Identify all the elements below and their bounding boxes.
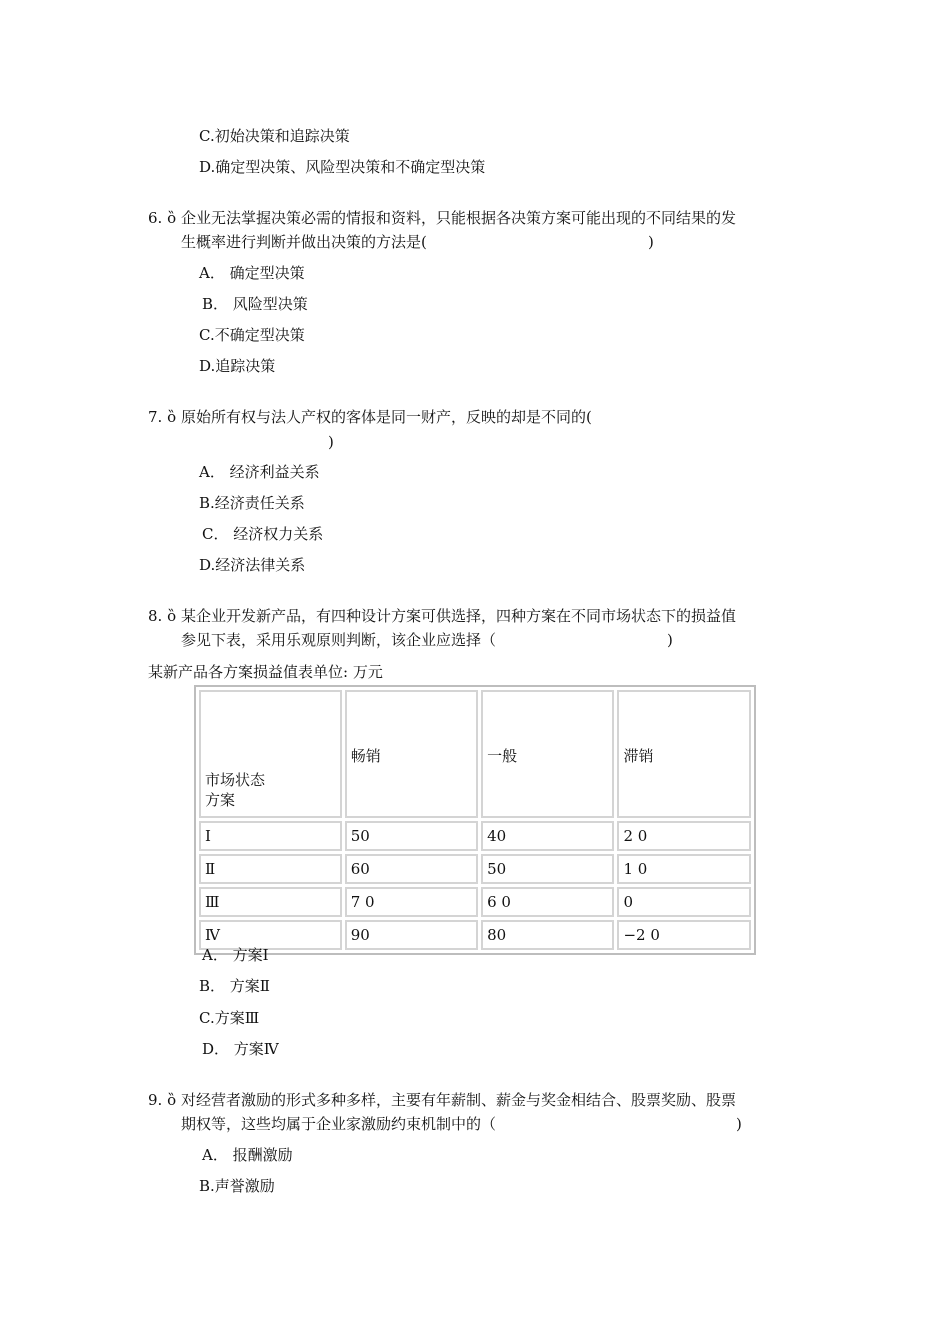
value-cell: 40	[481, 821, 614, 851]
plan-cell: Ⅳ	[199, 920, 342, 950]
q7-option-b: B.经济责任关系	[199, 494, 305, 512]
q6-option-c: C.不确定型决策	[199, 326, 305, 344]
q7-number: 7. ȍ	[148, 408, 177, 426]
table-corner-cell	[199, 690, 342, 818]
plan-cell: Ⅰ	[199, 821, 342, 851]
corner-market-state: 市场状态	[205, 771, 266, 789]
q8-number: 8. ȍ	[148, 607, 177, 625]
value-cell: 90	[345, 920, 478, 950]
value-cell: 50	[345, 821, 478, 851]
value-cell: 0	[617, 887, 751, 917]
q7-stem-line1: 原始所有权与法人产权的客体是同一财产，反映的却是不同的(	[181, 408, 592, 426]
q6-stem-line2: 生概率进行判断并做出决策的方法是(	[181, 233, 427, 251]
value-cell: 1 0	[617, 854, 751, 884]
payoff-table	[194, 685, 756, 955]
table-row	[199, 920, 751, 950]
q7-option-d: D.经济法律关系	[199, 556, 306, 574]
q6-answer-blank: )	[648, 233, 654, 251]
q9-option-b: B.声誉激励	[199, 1177, 275, 1195]
q7-answer-blank: )	[328, 433, 334, 451]
q9-option-a: A． 报酬激励	[202, 1146, 293, 1164]
q8-option-b: B． 方案Ⅱ	[199, 977, 270, 995]
table-row	[199, 821, 751, 851]
q8-stem-line2: 参见下表，采用乐观原则判断，该企业应选择（	[181, 631, 497, 649]
q7-option-a: A． 经济利益关系	[199, 463, 320, 481]
q8-stem-line1: 某企业开发新产品，有四种设计方案可供选择，四种方案在不同市场状态下的损益值	[181, 607, 737, 625]
plan-cell: Ⅲ	[199, 887, 342, 917]
q6-option-d: D.追踪决策	[199, 357, 276, 375]
table-row	[199, 887, 751, 917]
table-caption: 某新产品各方案损益值表单位: 万元	[148, 663, 383, 681]
q6-number: 6. ȍ	[148, 209, 177, 227]
header-cell: 畅销	[345, 690, 478, 818]
value-cell: 50	[481, 854, 614, 884]
header-cell: 一般	[481, 690, 614, 818]
q9-number: 9. ȍ	[148, 1091, 177, 1109]
header-cell: 滞销	[617, 690, 751, 818]
q5-option-d: D.确定型决策、风险型决策和不确定型决策	[199, 158, 486, 176]
q8-answer-blank: )	[667, 631, 673, 649]
table-header-row	[199, 690, 751, 818]
q8-option-d: D． 方案Ⅳ	[202, 1040, 279, 1058]
q7-option-c: C． 经济权力关系	[202, 525, 324, 543]
q5-option-c: C.初始决策和追踪决策	[199, 127, 350, 145]
value-cell: 80	[481, 920, 614, 950]
value-cell: 2 0	[617, 821, 751, 851]
value-cell: −2 0	[617, 920, 751, 950]
plan-cell: Ⅱ	[199, 854, 342, 884]
q8-option-a: A． 方案Ⅰ	[202, 946, 269, 964]
q6-option-a: A． 确定型决策	[199, 264, 305, 282]
q6-stem-line1: 企业无法掌握决策必需的情报和资料，只能根据各决策方案可能出现的不同结果的发	[181, 209, 737, 227]
table-row	[199, 854, 751, 884]
value-cell: 7 0	[345, 887, 478, 917]
q9-stem-line1: 对经营者激励的形式多种多样，主要有年薪制、薪金与奖金相结合、股票奖励、股票	[181, 1091, 737, 1109]
q6-option-b: B． 风险型决策	[202, 295, 308, 313]
corner-plan: 方案	[205, 791, 236, 809]
q9-stem-line2: 期权等，这些均属于企业家激励约束机制中的（	[181, 1115, 497, 1133]
q8-option-c: C.方案Ⅲ	[199, 1009, 260, 1027]
value-cell: 60	[345, 854, 478, 884]
value-cell: 6 0	[481, 887, 614, 917]
q9-answer-blank: )	[736, 1115, 742, 1133]
